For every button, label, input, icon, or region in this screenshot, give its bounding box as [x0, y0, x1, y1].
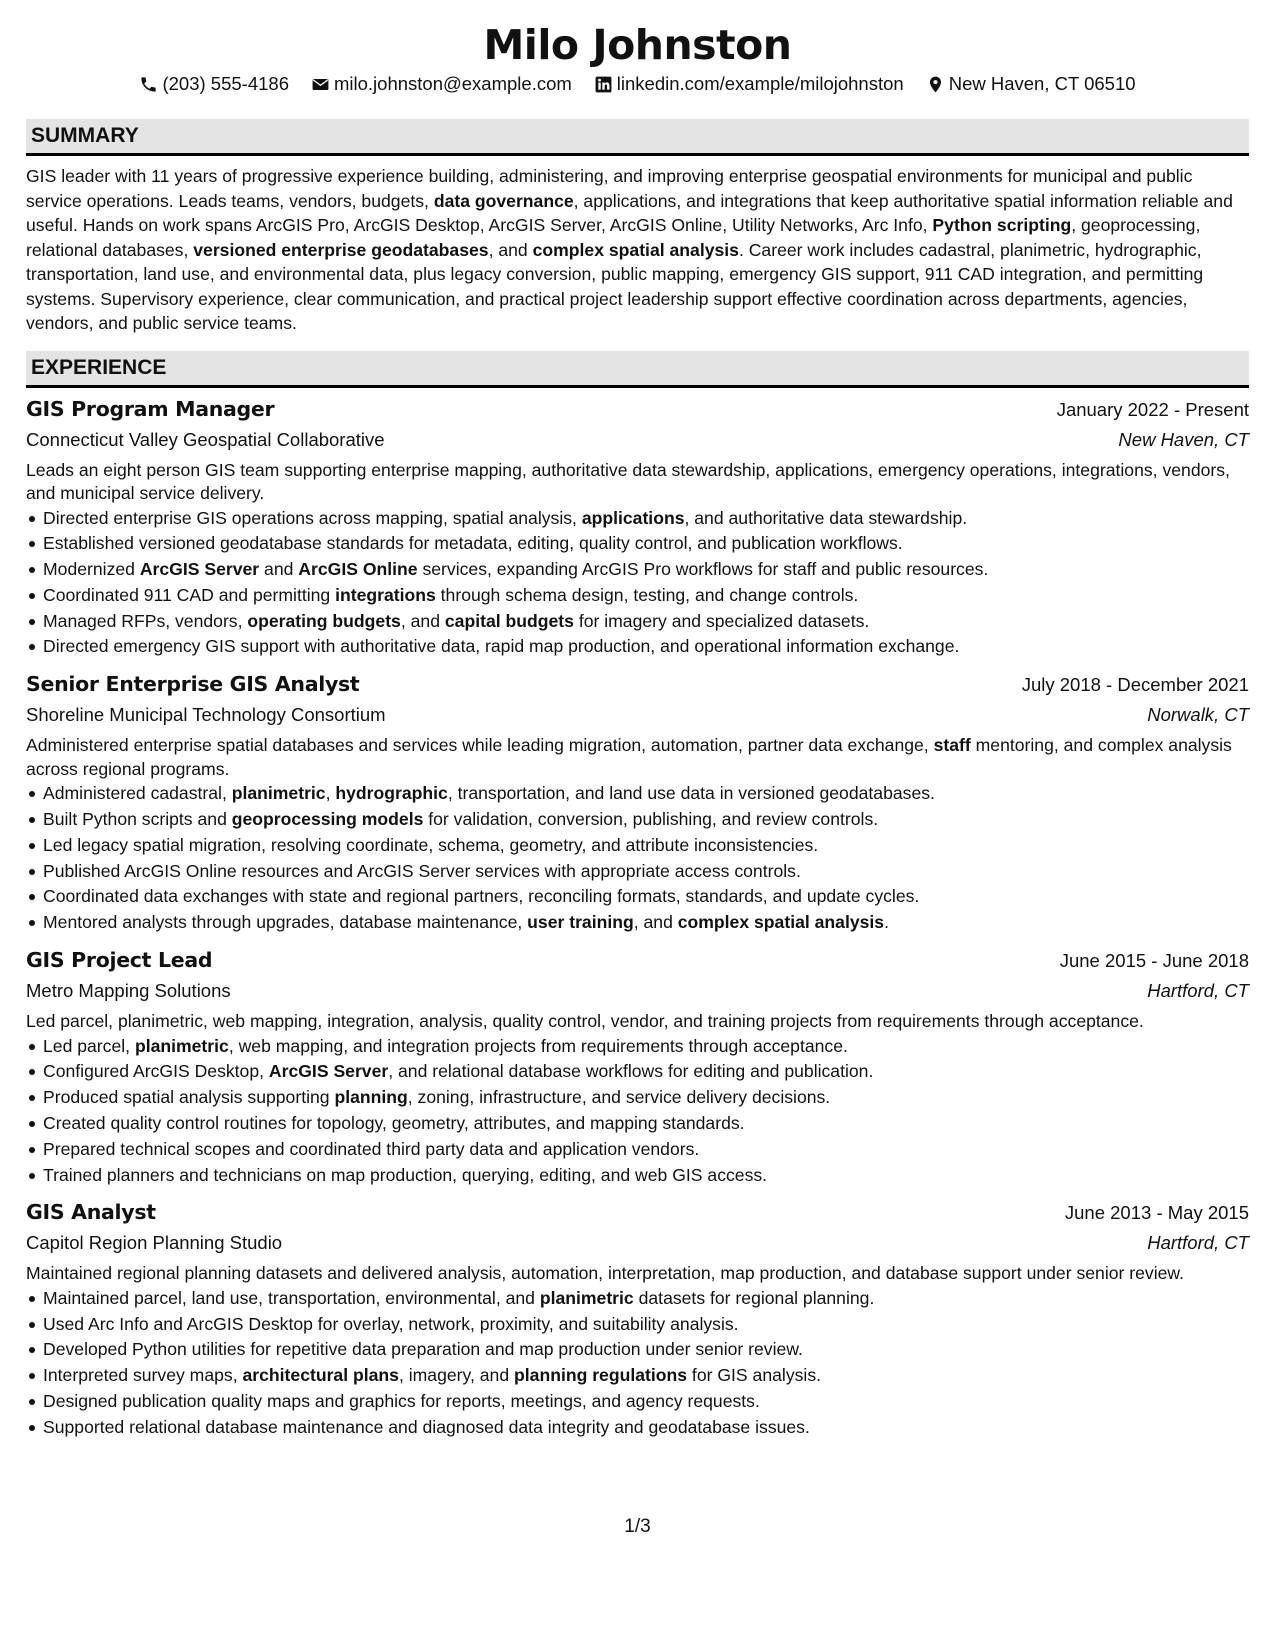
- email-link[interactable]: milo.johnston@example.com: [333, 73, 572, 94]
- job-description: Maintained regional planning datasets and delivered analysis, automation, interpretation, map production, and database support under senior review.: [26, 1263, 1185, 1284]
- bullet-item: [26, 1111, 1249, 1137]
- text-run: Produced spatial analysis supporting: [43, 1087, 335, 1108]
- bullet-item: [26, 557, 1249, 583]
- emphasized-text: complex spatial analysis: [677, 912, 885, 933]
- job-description: Leads an eight person GIS team supporting enterprise mapping, authoritative data stewardship, applications, emergency operations, integrations, vendors, and municipal service delivery.: [26, 459, 1230, 503]
- emphasized-text: planimetric: [539, 1287, 634, 1308]
- job-bullets: [26, 1286, 1249, 1441]
- text-run: for GIS analysis.: [687, 1365, 822, 1386]
- text-run: datasets for regional planning.: [633, 1287, 875, 1308]
- text-run: Established versioned geodatabase standards for metadata, editing, quality control, and publication workflows.: [43, 533, 903, 554]
- job-location: Hartford, CT: [1147, 980, 1249, 1002]
- text-run: Led legacy spatial migration, resolving coordinate, schema, geometry, and attribute inconsistencies.: [43, 834, 819, 855]
- emphasized-text: planning regulations: [514, 1365, 688, 1386]
- summary-heading: SUMMARY: [26, 119, 1249, 156]
- emphasized-text: complex spatial analysis: [532, 239, 739, 260]
- bullet-item: [26, 910, 1249, 936]
- text-run: Designed publication quality maps and graphics for reports, meetings, and agency requests.: [43, 1391, 760, 1412]
- job-company-row: [26, 700, 1249, 730]
- text-run: Coordinated 911 CAD and permitting: [43, 584, 336, 605]
- experience-heading: EXPERIENCE: [26, 351, 1249, 388]
- job-location: Norwalk, CT: [1147, 704, 1249, 726]
- emphasized-text: staff: [933, 735, 971, 756]
- job-header-row: [26, 394, 1249, 425]
- job-bullets: [26, 781, 1249, 936]
- text-run: and: [259, 559, 299, 580]
- job-location: Hartford, CT: [1147, 1232, 1249, 1254]
- emphasized-text: planimetric: [134, 1035, 229, 1056]
- linkedin-link[interactable]: linkedin.com/example/milojohnston: [616, 73, 904, 94]
- emphasized-text: hydrographic: [335, 783, 448, 804]
- bullet-item: [26, 781, 1249, 807]
- text-run: , applications, and integrations that keep authoritative spatial information reliable and useful. Hands on work spans ArcGIS Pro, ArcGIS Desktop, ArcGIS Server, ArcGIS Online, Utility Networks, Arc Info,: [26, 190, 1233, 235]
- job-company-row: [26, 976, 1249, 1006]
- text-run: Modernized: [43, 559, 140, 580]
- contact-linkedin: [594, 72, 904, 96]
- text-run: Directed enterprise GIS operations across mapping, spatial analysis,: [43, 507, 582, 528]
- job-title: Senior Enterprise GIS Analyst: [26, 672, 360, 697]
- text-run: mentoring, and complex analysis across regional programs.: [26, 735, 1232, 779]
- text-run: Mentored analysts through upgrades, database maintenance,: [43, 912, 528, 933]
- contact-phone: [139, 72, 289, 96]
- job-description: [26, 734, 1249, 781]
- emphasized-text: planimetric: [231, 783, 326, 804]
- job-entry: [26, 394, 1249, 661]
- text-run: , transportation, and land use data in versioned geodatabases.: [447, 783, 935, 804]
- text-run: Created quality control routines for topology, geometry, attributes, and mapping standards.: [43, 1112, 745, 1133]
- job-company: Shoreline Municipal Technology Consortium: [26, 704, 386, 726]
- bullet-item: [26, 634, 1249, 660]
- text-run: Maintained parcel, land use, transportation, environmental, and: [43, 1287, 540, 1308]
- bullet-item: [26, 583, 1249, 609]
- text-run: Coordinated data exchanges with state and regional partners, reconciling formats, standards, and update cycles.: [43, 886, 920, 907]
- contact-email: [311, 72, 572, 96]
- text-run: , and: [400, 610, 445, 631]
- job-entry: [26, 945, 1249, 1188]
- job-description: Led parcel, planimetric, web mapping, integration, analysis, quality control, vendor, and training projects from requirements through acceptance.: [26, 1011, 1144, 1032]
- text-run: Developed Python utilities for repetitive data preparation and map production under senior review.: [43, 1339, 803, 1360]
- job-header-row: [26, 945, 1249, 976]
- bullet-item: [26, 833, 1249, 859]
- bullet-item: [26, 531, 1249, 557]
- emphasized-text: operating budgets: [247, 610, 401, 631]
- bullet-item: [26, 1137, 1249, 1163]
- text-run: Trained planners and technicians on map production, querying, editing, and web GIS access.: [43, 1164, 768, 1185]
- job-title: GIS Program Manager: [26, 396, 275, 421]
- bullet-item: [26, 1286, 1249, 1312]
- emphasized-text: applications: [581, 507, 685, 528]
- map-pin-icon: [926, 75, 945, 94]
- text-run: Administered cadastral,: [43, 783, 232, 804]
- text-run: Directed emergency GIS support with authoritative data, rapid map production, and operational information exchange.: [43, 636, 960, 657]
- bullet-item: [26, 506, 1249, 532]
- job-company-row: [26, 1228, 1249, 1258]
- text-run: .: [884, 912, 889, 933]
- job-location: New Haven, CT: [1118, 428, 1249, 450]
- emphasized-text: Python scripting: [932, 215, 1072, 235]
- text-run: , and: [488, 239, 533, 260]
- bullet-item: [26, 1389, 1249, 1415]
- envelope-icon: [311, 75, 330, 94]
- job-company: Connecticut Valley Geospatial Collaborative: [26, 428, 385, 450]
- bullet-item: [26, 1415, 1249, 1441]
- bullet-item: [26, 1059, 1249, 1085]
- text-run: , geoprocessing, relational databases,: [26, 215, 1201, 260]
- text-run: Configured ArcGIS Desktop,: [43, 1061, 269, 1082]
- text-run: , and: [633, 912, 678, 933]
- text-run: , and relational database workflows for editing and publication.: [388, 1061, 874, 1082]
- bullet-item: [26, 1337, 1249, 1363]
- job-entry: [26, 1197, 1249, 1440]
- emphasized-text: geoprocessing models: [231, 809, 424, 830]
- job-header-row: [26, 1197, 1249, 1228]
- bullet-item: [26, 1085, 1249, 1111]
- job-entry: [26, 669, 1249, 936]
- text-run: Supported relational database maintenance and diagnosed data integrity and geodatabase issues.: [43, 1416, 810, 1437]
- job-dates: July 2018 - December 2021: [1021, 674, 1249, 696]
- emphasized-text: ArcGIS Server: [268, 1061, 389, 1082]
- text-run: Prepared technical scopes and coordinated third party data and application vendors.: [43, 1138, 700, 1159]
- experience-list: [26, 394, 1249, 1441]
- emphasized-text: user training: [527, 912, 634, 933]
- text-run: , zoning, infrastructure, and service delivery decisions.: [407, 1087, 831, 1108]
- text-run: Published ArcGIS Online resources and ArcGIS Server services with appropriate access controls.: [43, 860, 801, 881]
- summary-text: [26, 164, 1249, 336]
- job-company: Metro Mapping Solutions: [26, 980, 231, 1002]
- job-title: GIS Analyst: [26, 1200, 156, 1225]
- linkedin-icon: [594, 75, 613, 94]
- bullet-item: [26, 1363, 1249, 1389]
- emphasized-text: versioned enterprise geodatabases: [193, 239, 489, 260]
- job-company-row: [26, 425, 1249, 455]
- location-text: New Haven, CT 06510: [948, 73, 1136, 94]
- emphasized-text: data governance: [433, 190, 574, 211]
- phone-icon: [139, 75, 158, 94]
- text-run: services, expanding ArcGIS Pro workflows for staff and public resources.: [417, 559, 989, 580]
- job-bullets: [26, 1034, 1249, 1189]
- phone-text[interactable]: (203) 555-4186: [162, 73, 289, 94]
- text-run: Led parcel,: [43, 1035, 135, 1056]
- bullet-item: [26, 884, 1249, 910]
- text-run: , web mapping, and integration projects from requirements through acceptance.: [228, 1035, 848, 1056]
- text-run: Managed RFPs, vendors,: [43, 610, 248, 631]
- emphasized-text: ArcGIS Server: [139, 559, 260, 580]
- job-title: GIS Project Lead: [26, 948, 213, 973]
- text-run: Built Python scripts and: [43, 809, 232, 830]
- page-number: 1/3: [624, 1516, 651, 1537]
- emphasized-text: architectural plans: [242, 1365, 399, 1386]
- emphasized-text: planning: [334, 1087, 408, 1108]
- emphasized-text: capital budgets: [444, 610, 574, 631]
- job-dates: January 2022 - Present: [1056, 398, 1249, 420]
- job-dates: June 2013 - May 2015: [1064, 1202, 1249, 1224]
- bullet-item: [26, 1034, 1249, 1060]
- bullet-item: [26, 609, 1249, 635]
- text-run: , and authoritative data stewardship.: [684, 507, 968, 528]
- text-run: Interpreted survey maps,: [43, 1365, 243, 1386]
- emphasized-text: ArcGIS Online: [298, 559, 418, 580]
- contact-location: [926, 72, 1136, 96]
- bullet-item: [26, 859, 1249, 885]
- candidate-name: Milo Johnston: [483, 21, 792, 69]
- emphasized-text: integrations: [335, 584, 436, 605]
- bullet-item: [26, 1312, 1249, 1338]
- text-run: for validation, conversion, publishing, and review controls.: [423, 809, 879, 830]
- job-bullets: [26, 506, 1249, 661]
- job-dates: June 2015 - June 2018: [1059, 950, 1249, 972]
- job-company: Capitol Region Planning Studio: [26, 1232, 283, 1254]
- text-run: , imagery, and: [398, 1365, 515, 1386]
- text-run: through schema design, testing, and change controls.: [435, 584, 859, 605]
- job-header-row: [26, 669, 1249, 700]
- text-run: Used Arc Info and ArcGIS Desktop for overlay, network, proximity, and suitability analysis.: [43, 1313, 739, 1334]
- contact-bar: [26, 72, 1249, 96]
- resume-page: [26, 20, 1249, 1441]
- bullet-item: [26, 807, 1249, 833]
- text-run: ,: [325, 783, 336, 804]
- bullet-item: [26, 1163, 1249, 1189]
- text-run: for imagery and specialized datasets.: [573, 610, 870, 631]
- text-run: . Career work includes cadastral, planimetric, hydrographic, transportation, land use, and environmental data, plus legacy conversion, public mapping, emergency GIS support, 911 CAD integration, and permitting systems. Supervisory experience, clear communication, and practical project leadership support effective coordination across departments, agencies, vendors, and public service teams.: [26, 239, 1204, 333]
- text-run: Administered enterprise spatial databases and services while leading migration, automation, partner data exchange,: [26, 735, 934, 756]
- text-run: GIS leader with 11 years of progressive experience building, administering, and improving enterprise geospatial environments for municipal and public service operations. Leads teams, vendors, budgets,: [26, 166, 1193, 211]
